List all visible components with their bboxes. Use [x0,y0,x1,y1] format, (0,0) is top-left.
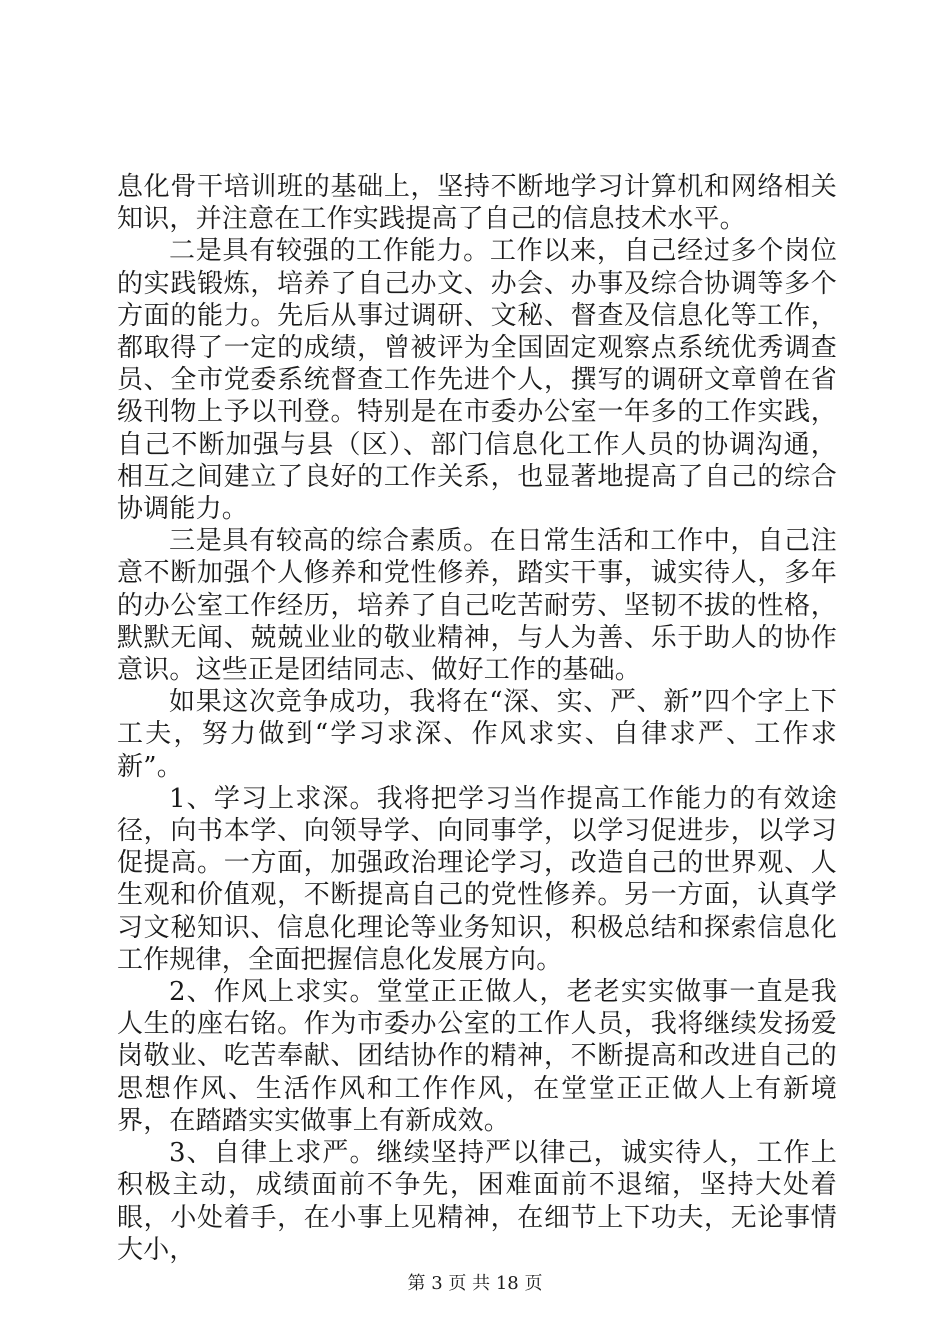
document-body [117,171,837,1266]
page-footer: 第 3 页 共 18 页 [407,1273,543,1294]
paragraph-style-solid: 2、作风上求实。堂堂正正做人，老老实实做事一直是我人生的座右铭。作为市委办公室的工作人员，我将继续发扬爱岗敬业、吃苦奉献、团结协作的精神，不断提高和改进自己的思想作风、生活作风和工作作风，在堂堂正正做人上有新境界，在踏踏实实做事上有新成效。 [117,977,837,1136]
paragraph-if-successful: 如果这次竞争成功，我将在“深、实、严、新”四个字上下工夫，努力做到“学习求深、作风求实、自律求严、工作求新”。 [117,687,837,782]
paragraph-work-ability: 二是具有较强的工作能力。工作以来，自己经过多个岗位的实践锻炼，培养了自己办文、办会、办事及综合协调等多个方面的能力。先后从事过调研、文秘、督查及信息化等工作，都取得了一定的成绩，曾被评为全国固定观察点系统优秀调查员、全市党委系统督查工作先进个人，撰写的调研文章曾在省级刊物上予以刊登。特别是在市委办公室一年多的工作实践，自己不断加强与县（区）、部门信息化工作人员的协调沟通，相互之间建立了良好的工作关系，也显著地提高了自己的综合协调能力。 [117,236,837,525]
paragraph-overall-quality: 三是具有较高的综合素质。在日常生活和工作中，自己注意不断加强个人修养和党性修养，踏实干事，诚实待人，多年的办公室工作经历，培养了自己吃苦耐劳、坚韧不拔的性格，默默无闻、兢兢业业的敬业精神，与人为善、乐于助人的协作意识。这些正是团结同志、做好工作的基础。 [117,526,837,686]
paragraph-continuation: 息化骨干培训班的基础上，坚持不断地学习计算机和网络相关知识，并注意在工作实践提高了自己的信息技术水平。 [117,172,837,235]
paragraph-self-discipline: 3、自律上求严。继续坚持严以律己，诚实待人，工作上积极主动，成绩面前不争先，困难面前不退缩，坚持大处着眼，小处着手，在小事上见精神，在细节上下功夫，无论事情大小， [117,1138,837,1265]
paragraph-study-deep: 1、学习上求深。我将把学习当作提高工作能力的有效途径，向书本学、向领导学、向同事学，以学习促进步，以学习促提高。一方面，加强政治理论学习，改造自己的世界观、人生观和价值观，不断提高自己的党性修养。另一方面，认真学习文秘知识、信息化理论等业务知识，积极总结和探索信息化工作规律，全面把握信息化发展方向。 [117,783,837,975]
